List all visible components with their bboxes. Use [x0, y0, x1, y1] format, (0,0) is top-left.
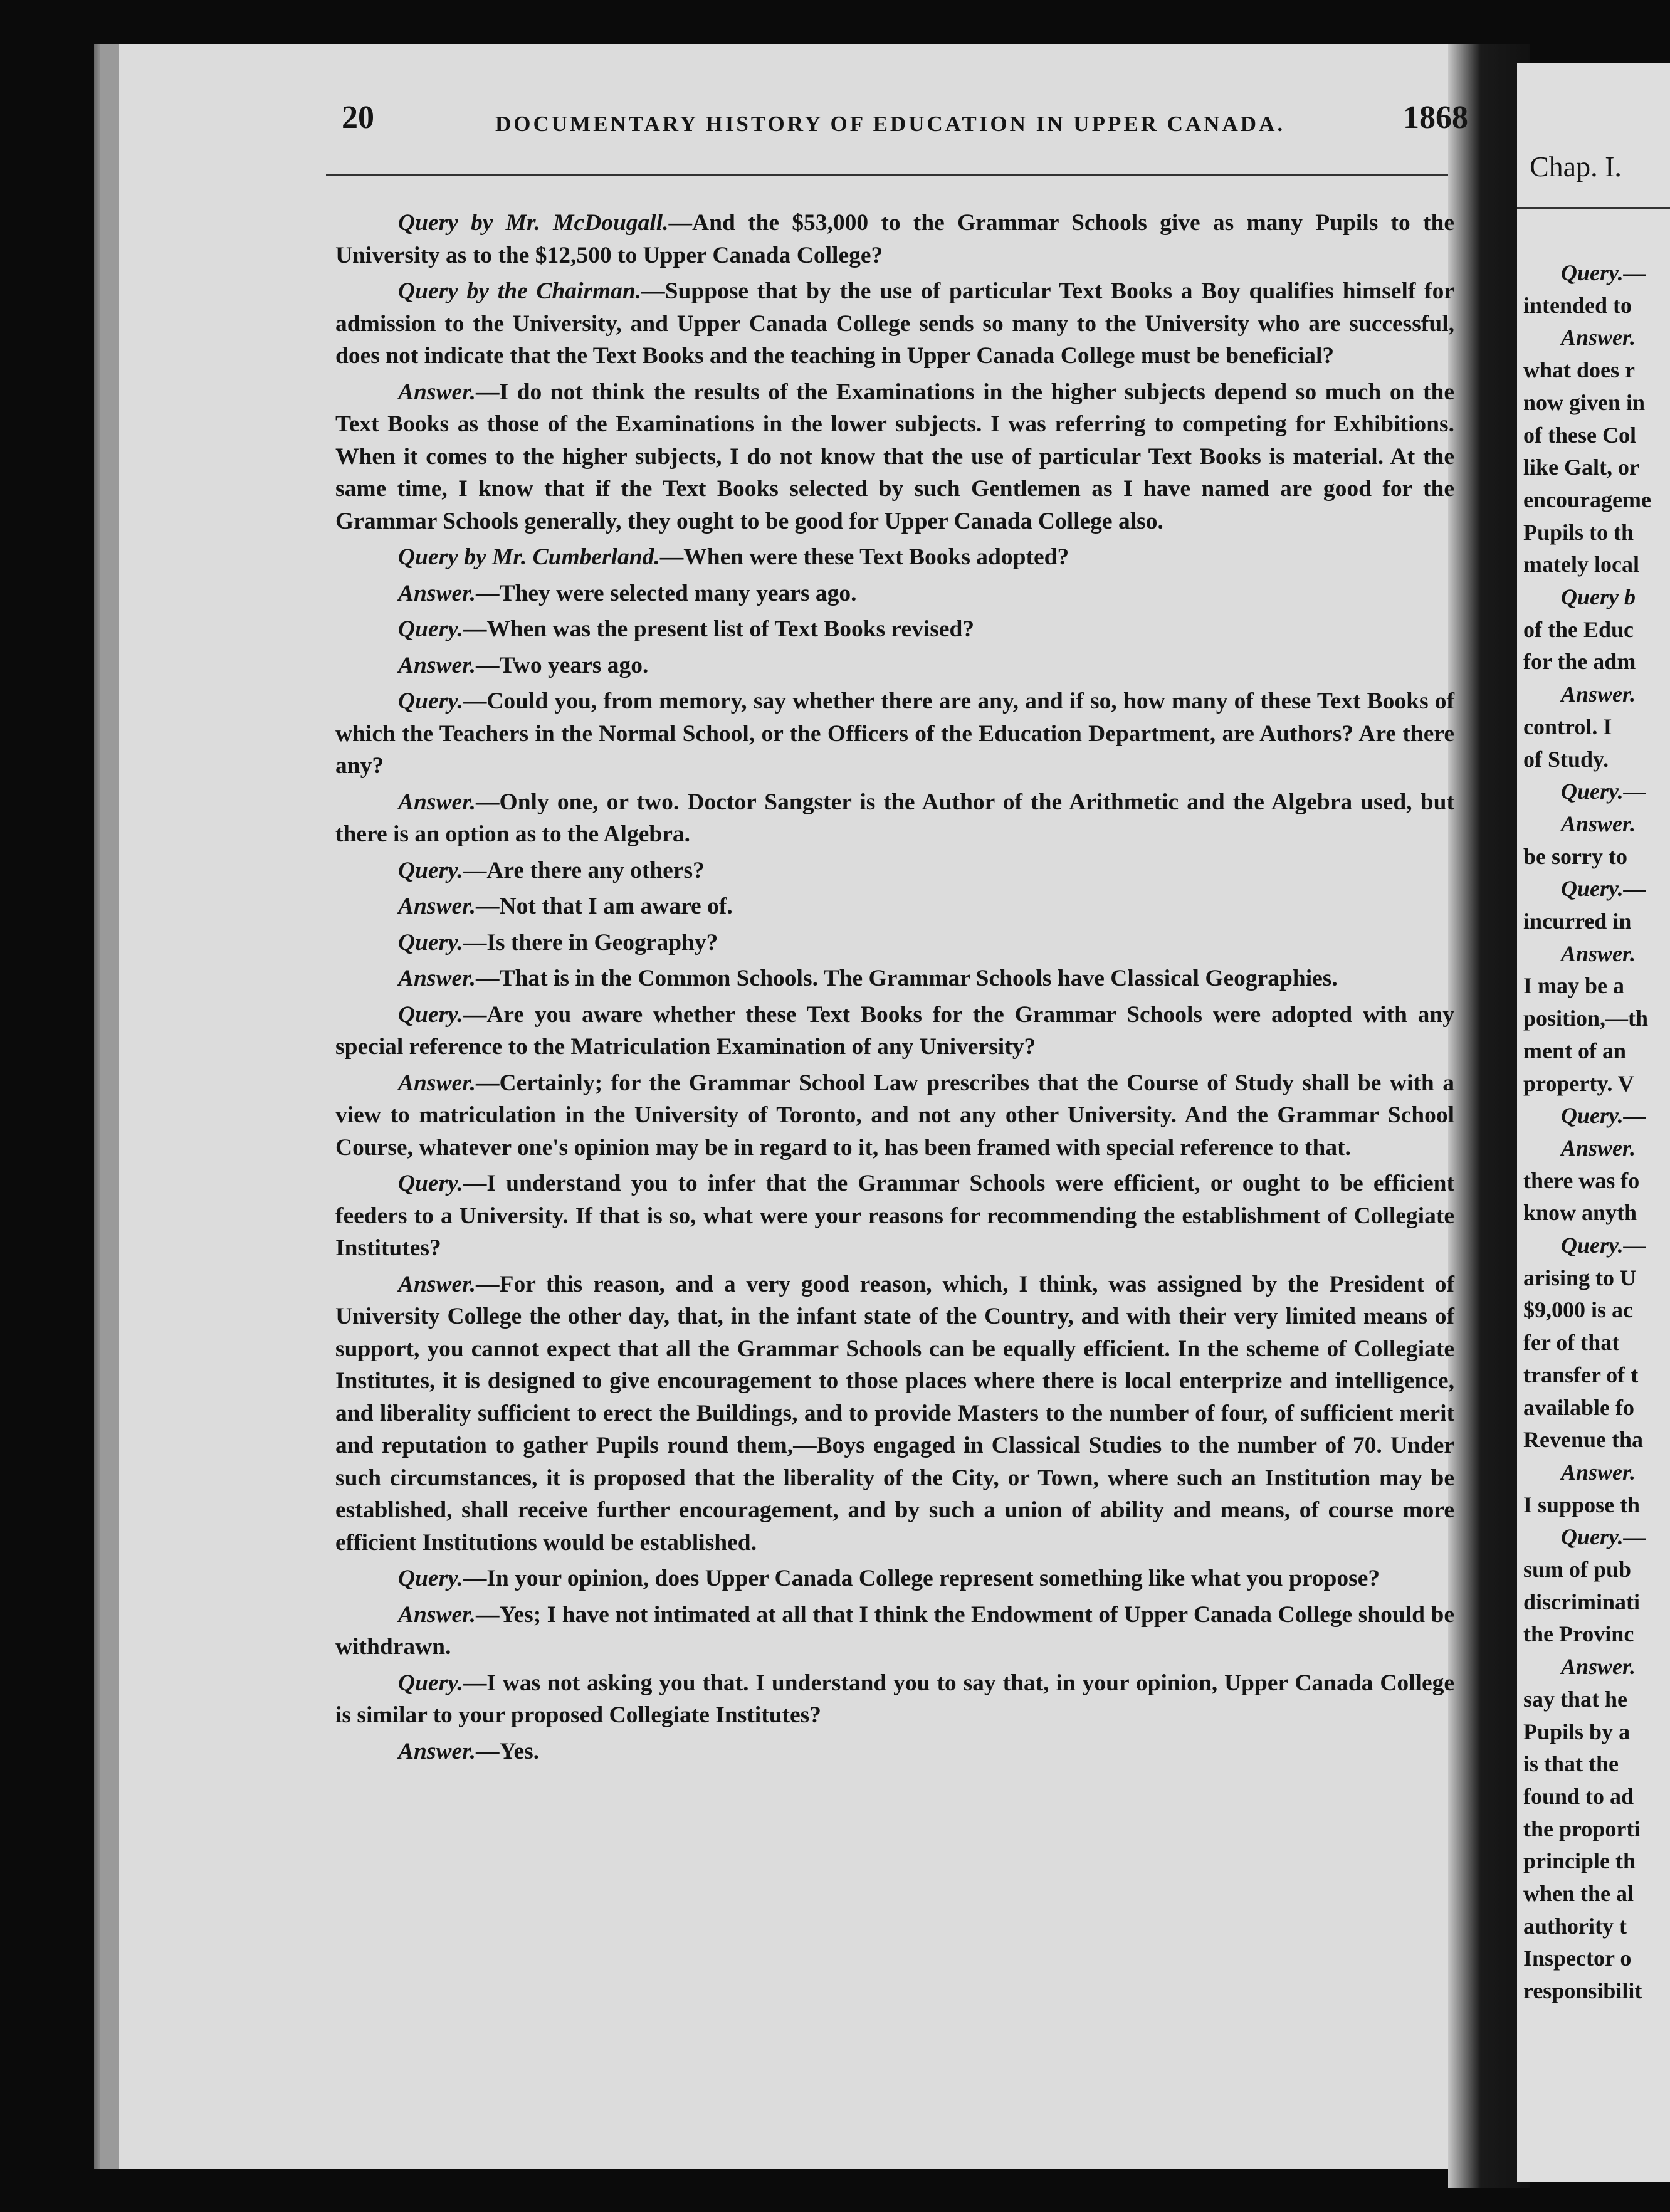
facing-line: Revenue tha [1523, 1427, 1643, 1453]
paragraph-text: —Are you aware whether these Text Books for the Grammar Schools were adopted with any special reference to the Matriculation Examination of any University? [335, 1001, 1454, 1060]
facing-line: sum of pub [1523, 1557, 1632, 1582]
paragraph-text: —Yes. [476, 1738, 540, 1764]
facing-line: ment of an [1523, 1038, 1626, 1063]
speaker-label: Query. [398, 616, 463, 642]
speaker-label: Answer. [398, 652, 476, 678]
paragraph-text: —Certainly; for the Grammar School Law prescribes that the Course of Study shall be with a view to matriculation in the University of Toronto, and not any other University. And the Grammar School Course, whatever one's opinion may be in regard to it, has been framed with special reference to that. [335, 1070, 1454, 1161]
paragraph [335, 1562, 1454, 1595]
facing-line: fer of that [1523, 1330, 1620, 1356]
speaker-label: Answer. [398, 1271, 476, 1297]
facing-line: know anyth [1523, 1200, 1637, 1226]
facing-line: Pupils by a [1523, 1719, 1631, 1744]
paragraph [335, 1599, 1454, 1663]
facing-line: of Study. [1523, 746, 1609, 772]
paragraph-text: —Only one, or two. Doctor Sangster is the Author of the Arithmetic and the Algebra used, but there is an option as to the Algebra. [335, 789, 1454, 847]
paragraph [335, 1667, 1454, 1732]
speaker-label: Answer. [398, 580, 476, 606]
paragraph-text: —Are there any others? [463, 857, 705, 883]
facing-line: the Provinc [1523, 1621, 1634, 1647]
paragraph [335, 999, 1454, 1063]
facing-line: intended to [1523, 292, 1632, 318]
facing-line: now given in [1523, 389, 1646, 415]
paragraph-text: —I understand you to infer that the Grammar Schools were efficient, or ought to be efficient feeders to a University. If that is so, what were your reasons for recommending the establishment of Collegiate Institutes? [335, 1171, 1454, 1261]
paragraph [335, 1735, 1454, 1768]
facing-line: I suppose th [1523, 1492, 1641, 1517]
paragraph [335, 275, 1454, 372]
paragraph-text: —When was the present list of Text Books revised? [463, 616, 975, 642]
speaker-label: Query by Mr. McDougall. [398, 210, 669, 236]
speaker-label: Query. [398, 688, 463, 714]
facing-line: Answer. [1561, 940, 1636, 966]
paragraph-text: —For this reason, and a very good reason, which, I think, was assigned by the President of University College the other day, that, in the infant state of the Country, and with their very limited means of support, you cannot expect that all the Grammar Schools can be equally efficient. In the scheme of Collegiate Institutes, it is designed to give encouragement to those places where there is local enterprize and intelligence, and liberality sufficient to erect the Buildings, and to provide Masters to the number of four, of sufficient merit and reputation to gather Pupils round them,—Boys engaged in Classical Studies to the number of 70. Under such circumstances, it is proposed that the liberality of the City, or Town, where such an Institution may be established, shall receive further encouragement, and by such a union of ability and means, of course more efficient Institutions would be established. [335, 1271, 1454, 1556]
facing-line: the proporti [1523, 1816, 1641, 1841]
paragraph-text: —When were these Text Books adopted? [659, 544, 1069, 570]
running-title: DOCUMENTARY HISTORY OF EDUCATION IN UPPER CANADA. [495, 112, 1286, 136]
paragraph-text: —Suppose that by the use of particular Text Books a Boy qualifies himself for admission to the University, and Upper Canada College sends so many to the University who are successful, does not indicate that the Text Books and the teaching in Upper Canada College must be beneficial? [335, 278, 1454, 369]
facing-line: be sorry to [1523, 843, 1627, 869]
speaker-label: Answer. [398, 966, 476, 991]
facing-line: responsibilit [1523, 1978, 1642, 2004]
speaker-label: Answer. [398, 1601, 476, 1628]
paragraph-text: —In your opinion, does Upper Canada College represent something like what you propose? [463, 1566, 1380, 1591]
facing-line: of these Col [1523, 422, 1636, 448]
paragraph-text: —They were selected many years ago. [476, 580, 857, 606]
facing-line: authority t [1523, 1913, 1627, 1939]
facing-line: of the Educ [1523, 616, 1634, 642]
header-year: 1868 [1403, 100, 1468, 135]
facing-line: Query.— [1561, 1103, 1646, 1129]
facing-line: Query b [1561, 584, 1636, 609]
speaker-label: Query. [398, 1566, 463, 1591]
paragraph [335, 927, 1454, 959]
facing-line: Pupils to th [1523, 519, 1634, 545]
facing-line: Inspector o [1523, 1946, 1632, 1971]
facing-line: Answer. [1561, 811, 1636, 836]
facing-line: Query.— [1561, 1524, 1646, 1550]
paragraph [335, 1067, 1454, 1164]
facing-line: available fo [1523, 1394, 1634, 1420]
facing-line: for the adm [1523, 649, 1636, 675]
paragraph [335, 962, 1454, 995]
facing-line: when the al [1523, 1881, 1634, 1906]
speaker-label: Query by the Chairman. [398, 278, 642, 304]
speaker-label: Answer. [398, 789, 476, 815]
paragraph [335, 890, 1454, 923]
paragraph [335, 541, 1454, 574]
speaker-label: Answer. [398, 893, 476, 919]
facing-header-rule [1517, 207, 1670, 209]
facing-line: encourageme [1523, 487, 1651, 512]
facing-line: arising to U [1523, 1265, 1636, 1290]
speaker-label: Answer. [398, 1738, 476, 1764]
speaker-label: Query. [398, 929, 463, 956]
facing-line: Answer. [1561, 1135, 1636, 1161]
speaker-label: Query. [398, 857, 463, 883]
facing-line: I may be a [1523, 973, 1624, 999]
speaker-label: Query. [398, 1171, 463, 1196]
facing-line: Query.— [1561, 876, 1646, 902]
facing-line: Answer. [1561, 325, 1636, 350]
paragraph [335, 376, 1454, 538]
facing-line: is that the [1523, 1751, 1619, 1777]
facing-line: mately local [1523, 552, 1639, 577]
paragraph-text: —That is in the Common Schools. The Grammar Schools have Classical Geographies. [476, 966, 1338, 991]
paragraph [335, 207, 1454, 271]
facing-line: Query.— [1561, 1233, 1646, 1258]
facing-line: say that he [1523, 1686, 1628, 1712]
facing-line: Query.— [1561, 260, 1646, 285]
header-rule [326, 174, 1448, 176]
paragraph-text: —Two years ago. [476, 652, 649, 678]
paragraph-text: —I was not asking you that. I understand you to say that, in your opinion, Upper Canada College is similar to your proposed Collegiate Institutes? [335, 1670, 1454, 1728]
facing-line: found to ad [1523, 1783, 1634, 1809]
paragraph [335, 1268, 1454, 1559]
facing-line: position,—th [1523, 1006, 1649, 1031]
paragraph [335, 786, 1454, 851]
paragraph-text: —And the $53,000 to the Grammar Schools give as many Pupils to the University as to the $12,500 to Upper Canada College? [335, 210, 1455, 268]
paragraph-text: —Not that I am aware of. [476, 893, 733, 919]
facing-line: $9,000 is ac [1523, 1297, 1633, 1323]
facing-line: Answer. [1561, 1459, 1636, 1485]
speaker-label: Answer. [398, 1070, 476, 1096]
paragraph [335, 650, 1454, 682]
facing-line: what does r [1523, 357, 1635, 383]
paragraph [335, 1167, 1454, 1265]
paragraph-text: —Yes; I have not intimated at all that I think the Endowment of Upper Canada College should be withdrawn. [335, 1601, 1454, 1660]
facing-line: Answer. [1561, 1654, 1636, 1680]
facing-chapter-heading: Chap. I. [1530, 150, 1622, 182]
facing-line: Answer. [1561, 682, 1636, 707]
facing-line: control. I [1523, 714, 1612, 739]
facing-line: like Galt, or [1523, 455, 1639, 480]
paragraph-text: —Could you, from memory, say whether there are any, and if so, how many of these Text Books of which the Teachers in the Normal School, or the Officers of the Education Department, are Authors? Are there any? [335, 688, 1454, 779]
paragraph [335, 685, 1454, 782]
speaker-label: Query. [398, 1670, 463, 1696]
facing-line: discriminati [1523, 1589, 1640, 1614]
facing-page [1517, 63, 1670, 2182]
paragraph [335, 613, 1454, 646]
facing-line: property. V [1523, 1070, 1634, 1096]
speaker-label: Query. [398, 1001, 463, 1028]
paragraph [335, 577, 1454, 610]
facing-line: there was fo [1523, 1167, 1640, 1193]
paragraph-text: —I do not think the results of the Examinations in the higher subjects depend so much on the Text Books as those of the Examinations in the lower subjects. I was referring to competing for Exhibitions. When it comes to the higher subjects, I do not know that the use of particular Text Books is material. At the same time, I know that if the Text Books selected by such Gentlemen as I have named are good for the Grammar Schools generally, they ought to be good for Upper Canada College also. [335, 379, 1454, 534]
page-body [335, 207, 1454, 1771]
facing-line: incurred in [1523, 908, 1632, 934]
paragraph-text: —Is there in Geography? [463, 929, 718, 956]
facing-line: principle th [1523, 1848, 1636, 1874]
facing-line: transfer of t [1523, 1362, 1639, 1388]
paragraph [335, 855, 1454, 887]
speaker-label: Answer. [398, 379, 476, 405]
speaker-label: Query by Mr. Cumberland. [398, 544, 660, 570]
facing-line: Query.— [1561, 779, 1646, 804]
page-number: 20 [342, 100, 374, 135]
